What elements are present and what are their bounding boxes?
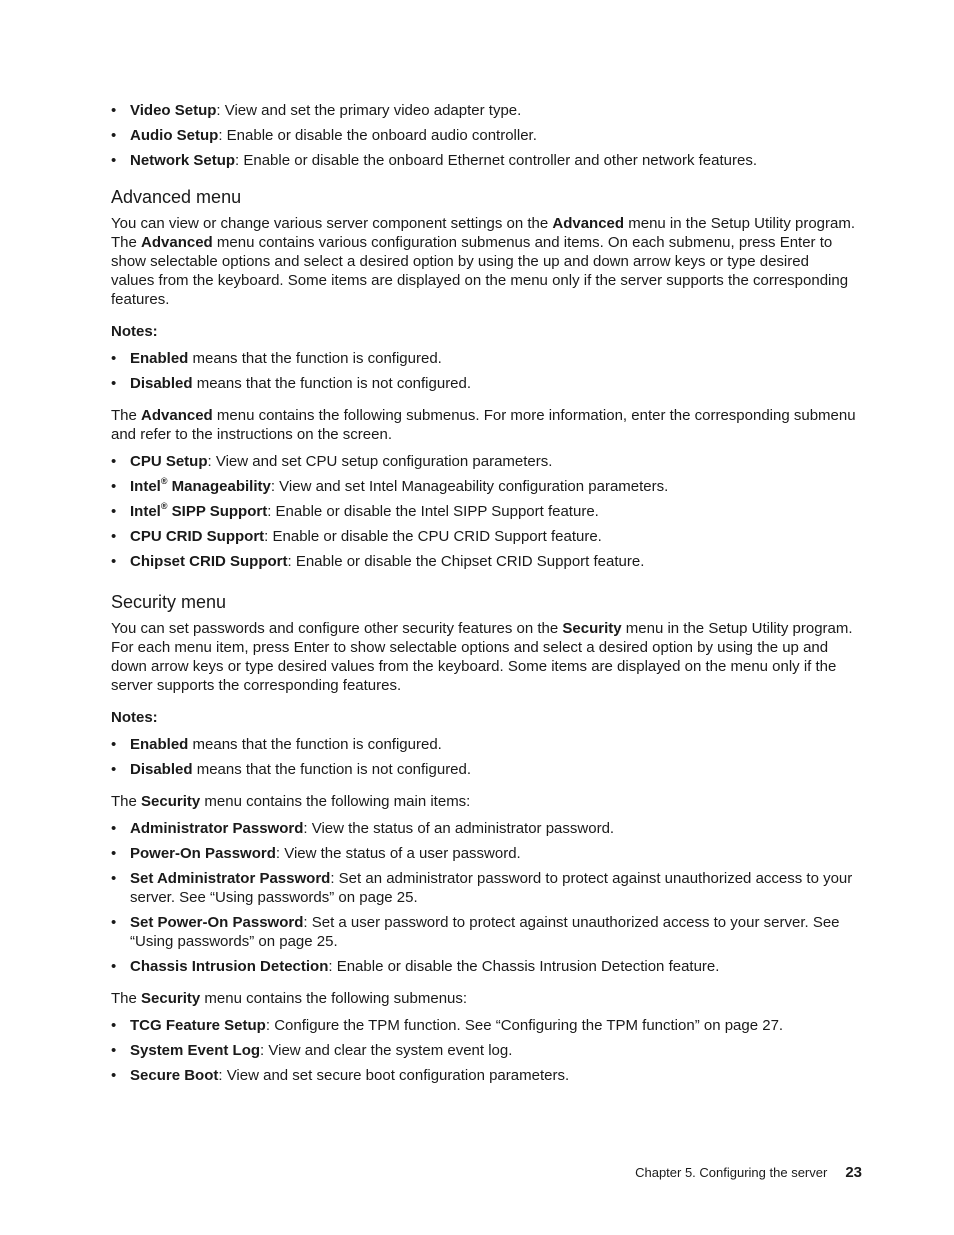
list-item: • Set Administrator Password: Set an administrator password to protect against unauthorized access to your server. See “Using passwords” on page 25. — [111, 869, 856, 907]
security-notes-label: Notes: — [111, 709, 158, 726]
security-submenus-paragraph: The Security menu contains the following submenus: — [111, 990, 468, 1007]
advanced-notes-label: Notes: — [111, 323, 158, 340]
list-item: • Secure Boot: View and set secure boot configuration parameters. — [111, 1066, 856, 1085]
security-menu-heading: Security menu — [111, 592, 227, 612]
security-main-items-list — [111, 819, 856, 976]
list-item: • Audio Setup: Enable or disable the onboard audio controller. — [111, 126, 856, 145]
advanced-intro-paragraph: You can view or change various server component settings on the Advanced menu in the Setup Utility program. The Advanced menu contains various configuration submenus and items. On each submenu, press Enter to show selectable options and select a desired option by using the up and down arrow keys or type desired values from the keyboard. Some items are displayed on the menu only if the server supports the corresponding features. — [111, 215, 856, 308]
advanced-submenu-list — [111, 452, 856, 571]
advanced-submenus-paragraph: The Advanced menu contains the following submenus. For more information, enter the corresponding submenu and refer to the instructions on the screen. — [111, 407, 856, 443]
page-number: 23 — [845, 1164, 862, 1181]
list-item: • Enabled means that the function is configured. — [111, 735, 856, 754]
list-item: • Disabled means that the function is not configured. — [111, 374, 856, 393]
security-intro-paragraph: You can set passwords and configure other security features on the Security menu in the Setup Utility program. For each menu item, press Enter to show selectable options and select a desired option by using the up and down arrow keys or type desired values from the keyboard. Some items are displayed on the menu only if the server supports the corresponding features. — [111, 620, 853, 694]
advanced-notes-list — [111, 349, 856, 393]
list-item: • TCG Feature Setup: Configure the TPM function. See “Configuring the TPM function” on page 27. — [111, 1016, 856, 1035]
top-feature-list — [111, 101, 856, 170]
list-item: • Power-On Password: View the status of a user password. — [111, 844, 856, 863]
list-item: • CPU Setup: View and set CPU setup configuration parameters. — [111, 452, 856, 471]
chapter-title: Chapter 5. Configuring the server — [635, 1165, 828, 1180]
registered-mark: ® — [160, 501, 168, 511]
list-item: • Network Setup: Enable or disable the onboard Ethernet controller and other network features. — [111, 151, 856, 170]
list-item: • System Event Log: View and clear the system event log. — [111, 1041, 856, 1060]
list-item: • CPU CRID Support: Enable or disable the CPU CRID Support feature. — [111, 527, 856, 546]
list-item: • Chipset CRID Support: Enable or disable the Chipset CRID Support feature. — [111, 552, 856, 571]
document-page — [111, 101, 856, 1091]
list-item: • Intel® Manageability: View and set Intel Manageability configuration parameters. — [111, 477, 856, 496]
list-item: • Enabled means that the function is configured. — [111, 349, 856, 368]
security-main-items-paragraph: The Security menu contains the following main items: — [111, 793, 471, 810]
list-item: • Video Setup: View and set the primary video adapter type. — [111, 101, 856, 120]
security-submenu-list — [111, 1016, 856, 1085]
list-item: • Administrator Password: View the status of an administrator password. — [111, 819, 856, 838]
list-item: • Set Power-On Password: Set a user password to protect against unauthorized access to your server. See “Using passwords” on page 25. — [111, 913, 856, 951]
registered-mark: ® — [160, 476, 168, 486]
list-item: • Chassis Intrusion Detection: Enable or disable the Chassis Intrusion Detection feature. — [111, 957, 856, 976]
security-notes-list — [111, 735, 856, 779]
advanced-menu-heading: Advanced menu — [111, 187, 242, 207]
list-item: • Intel® SIPP Support: Enable or disable the Intel SIPP Support feature. — [111, 502, 856, 521]
page-footer — [635, 1164, 862, 1182]
list-item: • Disabled means that the function is not configured. — [111, 760, 856, 779]
